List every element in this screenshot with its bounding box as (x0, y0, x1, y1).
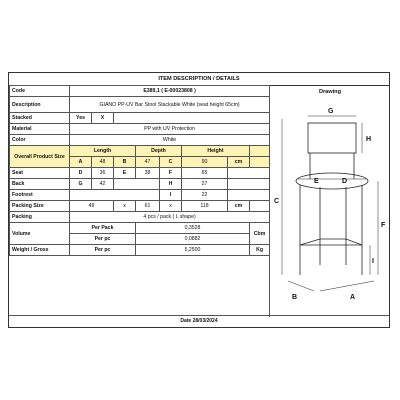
pack-times-1: x (114, 201, 136, 212)
dim-a-value: 48 (92, 157, 114, 168)
packing-label: Packing (10, 212, 70, 223)
label-i: I (372, 258, 374, 265)
per-pack-value: 0,3528 (136, 223, 250, 234)
color-value: White (70, 135, 270, 146)
volume-label: Volume (10, 223, 70, 245)
pack-unit: cm (228, 201, 250, 212)
back-label: Back (10, 179, 70, 190)
dim-c-value: 90 (182, 157, 228, 168)
pack-times-2: x (160, 201, 182, 212)
stacked-label: Stacked (10, 113, 70, 124)
dim-g-value: 42 (92, 179, 114, 190)
weight-label: Weight / Gross (10, 245, 70, 256)
cbm-unit: Cbm (250, 223, 270, 245)
label-b: B (292, 294, 298, 301)
dim-d-key: D (70, 168, 92, 179)
stacked-mark: X (92, 113, 114, 124)
dim-a-key: A (70, 157, 92, 168)
document-date: Date 28/03/2024 (9, 315, 389, 327)
footrest-side-right (346, 239, 362, 245)
drawing-title: Drawing (318, 89, 342, 95)
packing-value: 4 pcs / pack ( L shape) (70, 212, 270, 223)
label-f: F (381, 222, 386, 229)
drawing-panel (269, 85, 390, 317)
per-pc-label: Per pc (70, 234, 136, 245)
height-header: Height (182, 146, 250, 157)
color-label: Color (10, 135, 70, 146)
seat-label: Seat (10, 168, 70, 179)
footrest-side-left (300, 239, 320, 245)
depth-header: Depth (136, 146, 182, 157)
length-header: Length (70, 146, 136, 157)
code-value: E389,1 ( E-00023808 ) (70, 86, 270, 97)
label-g: G (328, 108, 334, 115)
packing-size-label: Packing Size (10, 201, 70, 212)
dim-g-key: G (70, 179, 92, 190)
footrest-label: Footrest (10, 190, 70, 201)
backrest-shape (308, 123, 356, 153)
dim-h-value: 27 (182, 179, 228, 190)
pack-length: 49 (70, 201, 114, 212)
pack-height: 118 (182, 201, 228, 212)
weight-value: 5,2500 (136, 245, 250, 256)
stacked-yes: Yes (70, 113, 92, 124)
sheet-title: ITEM DESCRIPTION / DETAILS (9, 73, 389, 86)
dim-e-value: 38 (136, 168, 160, 179)
description-label: Description (10, 97, 70, 113)
dim-b-arrow (288, 281, 314, 291)
spec-sheet (8, 72, 390, 328)
weight-per-pc-label: Per pc (70, 245, 136, 256)
kg-unit: Kg (250, 245, 270, 256)
label-e: E (314, 178, 319, 185)
size-unit: cm (228, 157, 250, 168)
dim-e-key: E (114, 168, 136, 179)
description-value: GIANO PP-UV Bar Stool Stackable White (seat height 65cm) (70, 97, 270, 113)
label-a: A (350, 294, 356, 301)
dim-i-value: 22 (182, 190, 228, 201)
dim-h-key: H (160, 179, 182, 190)
dim-a-arrow (320, 281, 374, 291)
dim-f-value: 65 (182, 168, 228, 179)
seat-shape (296, 173, 368, 189)
label-h: H (366, 136, 372, 143)
dim-b-key: B (114, 157, 136, 168)
pack-width: 61 (136, 201, 160, 212)
label-d: D (342, 178, 348, 185)
dim-f-key: F (160, 168, 182, 179)
dim-b-value: 47 (136, 157, 160, 168)
per-pack-label: Per Pack (70, 223, 136, 234)
label-c: C (274, 198, 280, 205)
dim-i-key: I (160, 190, 182, 201)
overall-size-label: Overall Product Size (10, 146, 70, 168)
dim-d-value: 36 (92, 168, 114, 179)
dim-c-key: C (160, 157, 182, 168)
stool-drawing (270, 99, 390, 319)
material-label: Material (10, 124, 70, 135)
code-label: Code (10, 86, 70, 97)
material-value: PP with UV Protection (70, 124, 270, 135)
spec-table (9, 85, 270, 256)
per-pc-value: 0,0882 (136, 234, 250, 245)
